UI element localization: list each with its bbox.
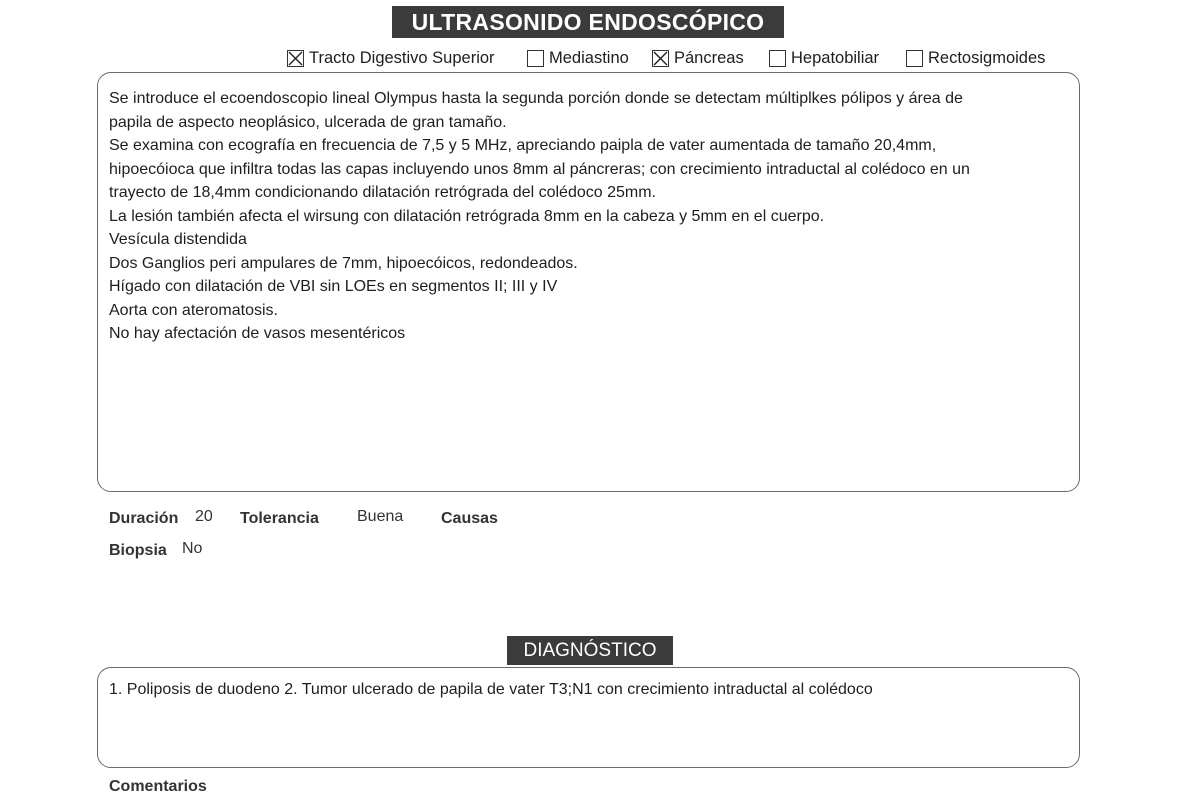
checkbox-label: Rectosigmoides [928, 48, 1046, 67]
report-line: Se examina con ecografía en frecuencia de 7,5 y 5 MHz, apreciando paipla de vater aumentada de tamaño 20,4mm, [109, 137, 937, 154]
comentarios-label: Comentarios [109, 778, 207, 795]
report-line: La lesión también afecta el wirsung con dilatación retrógrada 8mm en la cabeza y 5mm en el cuerpo. [109, 207, 825, 225]
checkbox-mediastino[interactable] [527, 46, 629, 70]
report-line: trayecto de 18,4mm condicionando dilatación retrógrada del colédoco 25mm. [109, 184, 656, 201]
biopsia-value: No [182, 540, 203, 557]
report-text [109, 87, 1074, 346]
report-line: hipoecóioca que infiltra todas las capas incluyendo unos 8mm al páncreras; con crecimiento intraductal al colédoco en un [109, 160, 970, 178]
duracion-value: 20 [195, 508, 213, 525]
report-line: Se introduce el ecoendoscopio lineal Olympus hasta la segunda porción donde se detectam múltiplkes pólipos y área de [109, 90, 963, 107]
checkbox-tracto-digestivo-superior[interactable] [287, 46, 495, 70]
empty-checkbox-icon [527, 50, 544, 67]
x-checkbox-icon [652, 50, 669, 67]
checkbox-label: Hepatobiliar [791, 48, 880, 67]
report-line: Hígado con dilatación de VBI sin LOEs en segmentos II; III y IV [109, 278, 558, 295]
checkbox-pancreas[interactable] [652, 46, 744, 70]
checkbox-label: Páncreas [674, 48, 744, 67]
tolerancia-label: Tolerancia [240, 510, 319, 527]
diagnosis-text: 1. Poliposis de duodeno 2. Tumor ulcerado de papila de vater T3;N1 con crecimiento intraductal al colédoco [109, 681, 873, 698]
causas-label: Causas [441, 510, 498, 527]
report-line: papila de aspecto neoplásico, ulcerada de gran tamaño. [109, 113, 507, 131]
checkbox-rectosigmoides[interactable] [906, 46, 1045, 70]
report-line: No hay afectación de vasos mesentéricos [109, 325, 406, 342]
diagnosis-title: DIAGNÓSTICO [507, 636, 673, 665]
biopsia-label: Biopsia [109, 542, 167, 559]
checkbox-label: Mediastino [549, 48, 629, 67]
duracion-label: Duración [109, 510, 179, 527]
checkbox-hepatobiliar[interactable] [769, 46, 879, 70]
empty-checkbox-icon [906, 50, 923, 67]
tolerancia-value: Buena [357, 508, 404, 525]
x-checkbox-icon [287, 50, 304, 67]
report-line: Dos Ganglios peri ampulares de 7mm, hipoecóicos, redondeados. [109, 254, 578, 272]
report-line: Aorta con ateromatosis. [109, 301, 278, 319]
report-line: Vesícula distendida [109, 231, 247, 248]
checkbox-label: Tracto Digestivo Superior [309, 48, 495, 67]
empty-checkbox-icon [769, 50, 786, 67]
report-title: ULTRASONIDO ENDOSCÓPICO [392, 6, 784, 38]
